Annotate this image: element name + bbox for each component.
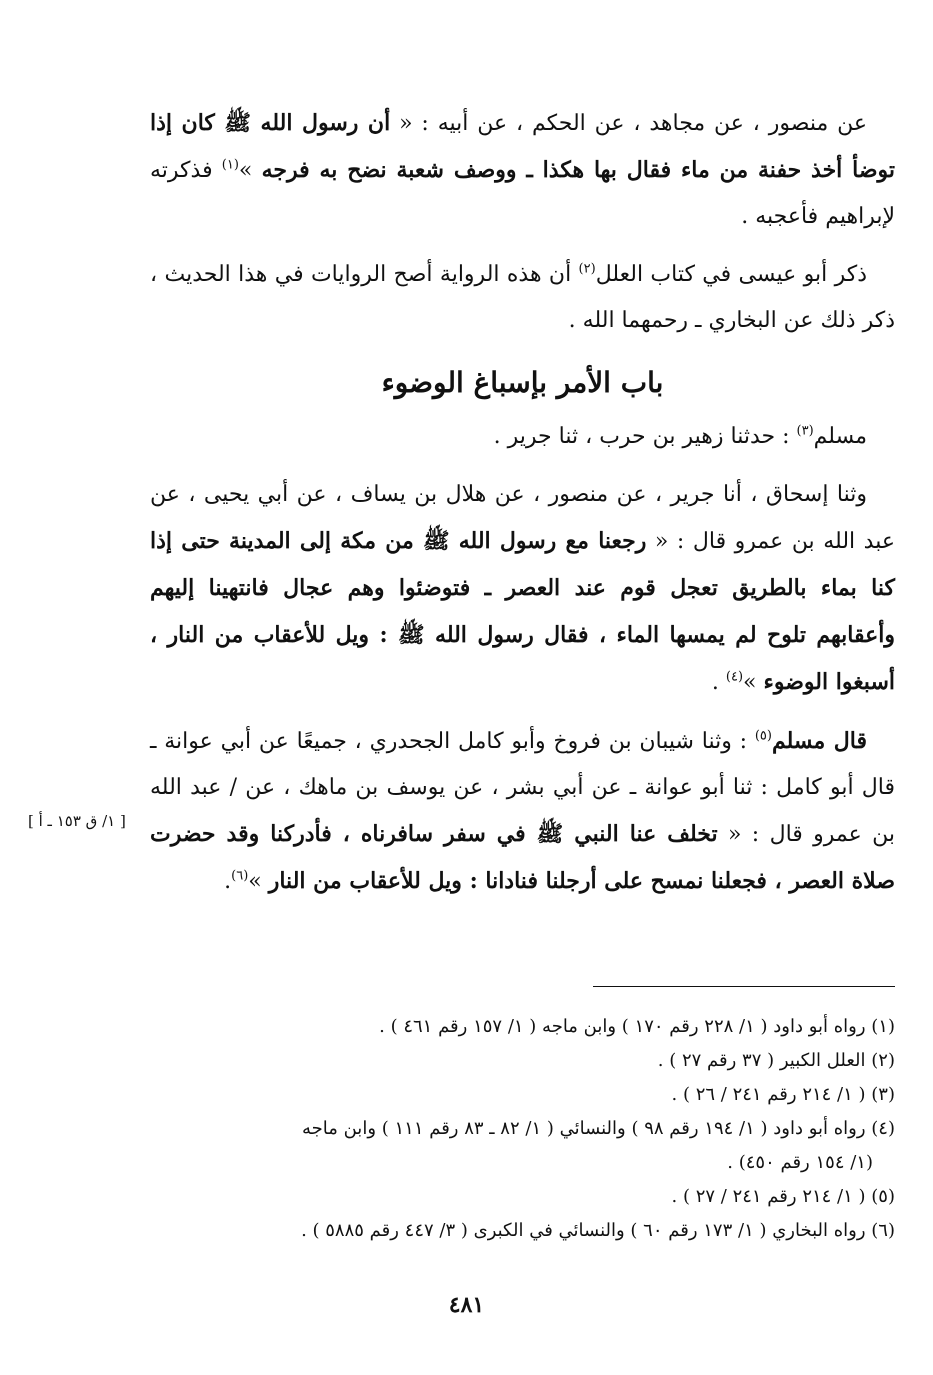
footnote-ref-6: (٦): [231, 868, 249, 884]
chapter-heading: باب الأمر بإسباغ الوضوء: [381, 366, 664, 399]
footnote-ref-5: (٥): [754, 728, 772, 744]
footnote-1: (١) رواه أبو داود ( ١/ ٢٢٨ رقم ١٧٠ ) وابن ماجه ( ١/ ١٥٧ رقم ٤٦١ ) .: [379, 1016, 895, 1037]
footnote-divider: [593, 986, 895, 987]
p3-plain-a: وثنا إسحاق ، أنا جرير ، عن منصور ، عن هلال بن يساف ، عن أبي يحيى ، عن عبد الله بن عمرو قال : «: [150, 482, 895, 554]
manuscript-margin-note: [ ١/ ق ١٥٣ ـ أ ]: [28, 812, 126, 830]
footnote-3: (٣) ( ١/ ٢١٤ رقم ٢٤١ / ٢٦ ) .: [671, 1084, 895, 1105]
p1-hadith-text: أن رسول الله ﷺ كان إذا توضأ أخذ حفنة من ماء فقال بها هكذا ـ ووصف شعبة نضح به فرجه: [150, 110, 896, 183]
footnote-ref-1: (١): [221, 157, 239, 173]
p4-plain-b: »: [248, 869, 269, 894]
p3-plain-c: .: [711, 670, 726, 695]
p2-plain-b: أن هذه الرواية أصح الروايات في هذا الحديث ، ذكر ذلك عن البخاري ـ رحمهما الله .: [150, 262, 895, 333]
p4-plain-c: .: [224, 869, 232, 894]
paragraph-1: [150, 100, 895, 240]
muslim1-b: : حدثنا زهير بن حرب ، ثنا جرير .: [493, 424, 797, 449]
footnote-ref-3: (٣): [796, 423, 814, 439]
p1-plain-b: »: [238, 158, 262, 183]
paragraph-2: [150, 252, 895, 344]
p3-plain-b: »: [743, 670, 764, 695]
footnote-ref-2: (٢): [578, 261, 596, 277]
p4-hadith-text: تخلف عنا النبي ﷺ في سفر سافرناه ، فأدركنا وقد حضرت صلاة العصر ، فجعلنا نمسح على أرجلنا فنادانا : ويل للأعقاب من النار: [150, 821, 895, 894]
footnote-ref-4: (٤): [725, 669, 744, 685]
p4-bold-a: قال مسلم: [771, 728, 867, 754]
paragraph-3: [150, 472, 895, 706]
p2-plain-a: ذكر أبو عيسى في كتاب العلل: [595, 262, 867, 287]
footnote-5: (٥) ( ١/ ٢١٤ رقم ٢٤١ / ٢٧ ) .: [671, 1186, 895, 1207]
page-number: ٤٨١: [448, 1292, 485, 1318]
paragraph-4: [150, 718, 895, 905]
main-text: [150, 100, 895, 917]
p3-hadith-text: رجعنا مع رسول الله ﷺ من مكة إلى المدينة حتى إذا كنا بماء بالطريق تعجل قوم عند العصر ـ فتوضئوا وهم عجال فانتهينا إليهم وأعقابهم تلوح لم يمسها الماء ، فقال رسول الله ﷺ : ويل للأعقاب من النار ، أسبغوا الوضوء: [150, 528, 895, 695]
p1-plain-a: عن منصور ، عن مجاهد ، عن الحكم ، عن أبيه : «: [390, 111, 868, 136]
footnote-2: (٢) العلل الكبير ( ٣٧ رقم ٢٧ ) .: [657, 1050, 895, 1071]
muslim1-a: مسلم: [813, 424, 867, 449]
p4-plain-a: : وثنا شيبان بن فروخ وأبو كامل الجحدري ، جميعًا عن أبي عوانة ـ قال أبو كامل : ثنا أبو عوانة ـ عن أبي بشر ، عن يوسف بن ماهك ، عن / عبد الله بن عمرو قال : «: [150, 729, 895, 847]
p1-plain-c: فذكرته لإبراهيم فأعجبه .: [150, 158, 895, 229]
footnotes: [150, 1010, 895, 1248]
footnote-4: (٤) رواه أبو داود ( ١/ ١٩٤ رقم ٩٨ ) والنسائي ( ١/ ٨٢ ـ ٨٣ رقم ١١١ ) وابن ماجه: [301, 1118, 895, 1139]
muslim-chain-1: [150, 414, 895, 460]
footnote-6: (٦) رواه البخاري ( ١/ ١٧٣ رقم ٦٠ ) والنسائي في الكبرى ( ٣/ ٤٤٧ رقم ٥٨٨٥ ) .: [301, 1220, 895, 1241]
footnote-4-continued: (١/ ١٥٤ رقم ٤٥٠) .: [727, 1152, 873, 1173]
